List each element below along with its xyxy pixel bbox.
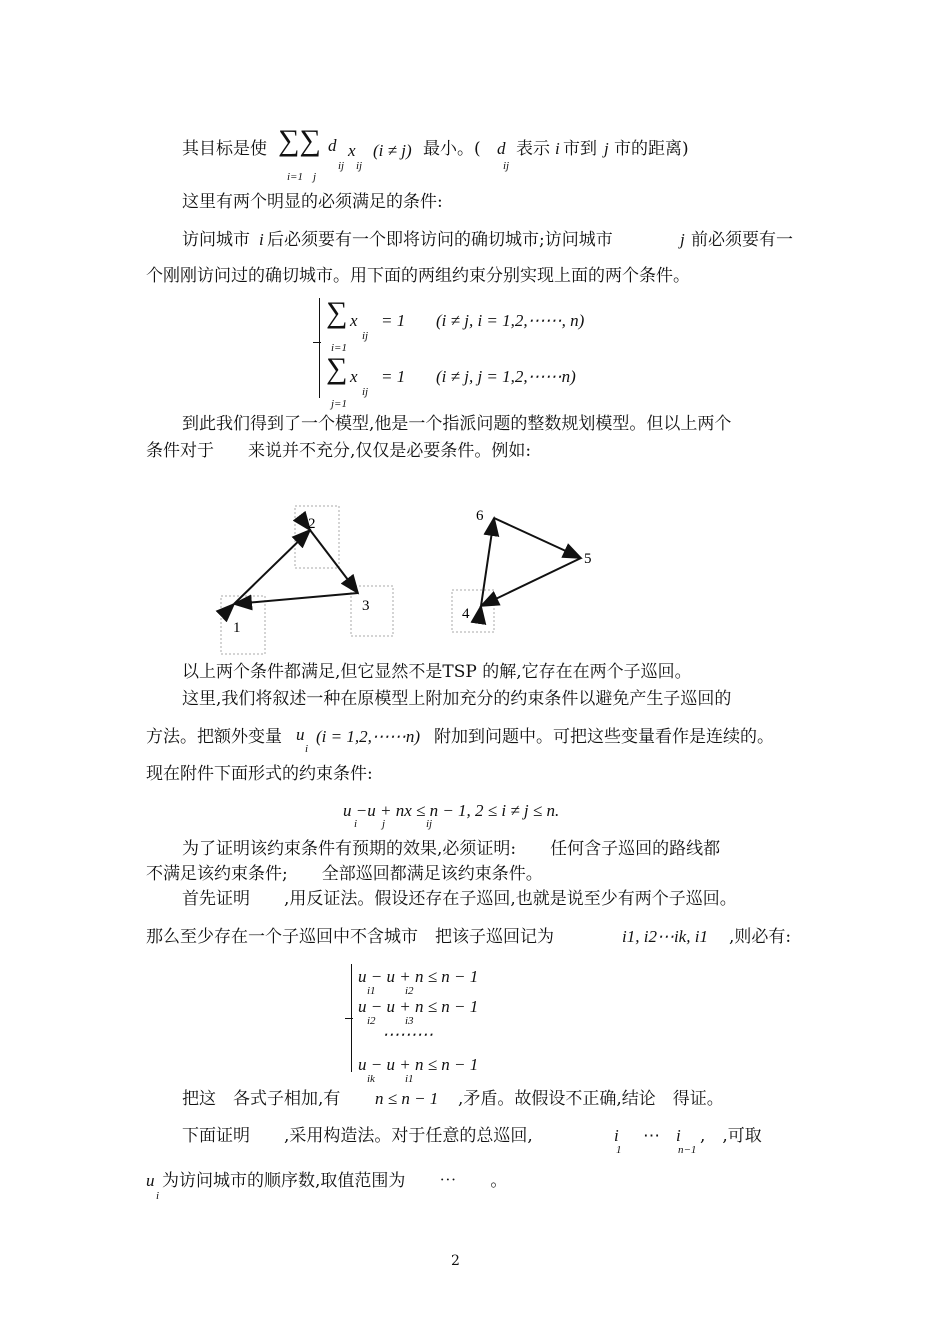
objective-x: x [348,141,356,160]
note-i: i [555,139,560,158]
edge-3-1 [234,593,358,604]
node-label-4: 4 [462,606,470,622]
note-d-sub: ij [503,160,510,172]
system-row4-sub1: ik [367,1073,375,1085]
system-row2: u − u + n ≤ n − 1 [358,997,479,1016]
last-u: u [146,1171,155,1190]
objective-mid: 最小。( [423,139,481,159]
constraint1-x: x [350,311,358,330]
method-line2-u-sub: i [305,743,309,755]
constraint2-eq: = 1 [381,367,406,386]
second-proof-b: , ,可取 [700,1126,762,1146]
system-row2-sub1: i2 [367,1015,376,1027]
last-line: 为访问城市的顺序数,取值范围为 ⋯ 。 [162,1171,508,1191]
system-row1: u − u + n ≤ n − 1 [358,967,479,986]
brace-tip [313,342,321,343]
method-line1: 这里,我们将叙述一种在原模型上附加充分的约束条件以避免产生子巡回的 [182,689,732,709]
subtour-figure [200,490,640,660]
method-line2-c: 附加到问题中。可把这些变量看作是连续的。 [434,727,774,747]
constraint1-sum-index: i=1 [331,342,347,354]
last-u-sub: i [156,1190,160,1202]
second-proof-i: i [614,1126,619,1145]
second-proof-dots: ⋯ [643,1126,660,1146]
second-proof-i2-sub: n−1 [678,1144,697,1156]
method-line2-a: 方法。把额外变量 [146,727,282,747]
node-label-2: 2 [308,516,316,532]
second-proof-i2: i [676,1126,681,1145]
node-box-1 [221,596,265,654]
note-a: 表示 [516,139,550,159]
system-row2-sub2: i3 [405,1015,414,1027]
objective-x-sub: ij [356,160,363,172]
visit-line1-a: 访问城市 [182,230,250,250]
visit-line2: 个刚刚访问过的确切城市。用下面的两组约束分别实现上面的两个条件。 [146,266,690,286]
objective-prefix: 其目标是使 [182,139,267,159]
first-proof-line2-b: ,则必有: [729,927,792,947]
constraint1-x-sub: ij [362,330,369,342]
first-proof-line2-expr: i1, i2⋯ik, i1 [622,927,708,946]
constraint1-range: (i ≠ j, i = 1,2,⋯⋯, n) [436,311,585,330]
method-line2-u: u [296,725,305,744]
objective-sum-index-i: i=1 [287,171,303,183]
node-label-1: 1 [233,620,241,636]
edge-5-4 [481,558,581,606]
sum-line-b: ,矛盾。故假设不正确,结论 得证。 [458,1089,724,1109]
visit-line1-j: j [680,230,685,249]
method-line3: 现在附件下面形式的约束条件: [146,764,373,784]
model-line1: 到此我们得到了一个模型,他是一个指派问题的整数规划模型。但以上两个 [182,414,732,434]
system-brace-tip [345,1018,353,1019]
system-row1-sub1: i1 [367,985,376,997]
visit-line1-i: i [259,230,264,249]
objective-condition: (i ≠ j) [373,141,412,160]
proof-intro-line2: 不满足该约束条件; 全部巡回都满足该约束条件。 [146,864,543,884]
node-box-4 [452,590,494,632]
mtz-constraint: u −u + nx ≤ n − 1, 2 ≤ i ≠ j ≤ n. [343,801,560,820]
edge-1-2 [234,530,310,604]
constraint2-x-sub: ij [362,386,369,398]
constraint2-range: (i ≠ j, j = 1,2,⋯⋯n) [436,367,576,386]
edge-6-5 [494,518,581,558]
first-proof-line2-a: 那么至少存在一个子巡回中不含城市 把该子巡回记为 [146,927,554,947]
sum-line-expr: n ≤ n − 1 [375,1089,439,1108]
note-b: 市到 [563,139,597,159]
system-row3: ⋯⋯⋯ [382,1025,433,1044]
page-number: 2 [451,1253,460,1269]
node-label-3: 3 [362,598,370,614]
model-line2: 条件对于 来说并不充分,仅仅是必要条件。例如: [146,441,532,461]
constraint2-x: x [350,367,358,386]
visit-line1-b: 后必须要有一个即将访问的确切城市;访问城市 [267,230,613,250]
node-label-6: 6 [476,508,484,524]
double-sum-symbol: ∑∑ [278,124,321,157]
first-proof-line1: 首先证明 ,用反证法。假设还存在子巡回,也就是说至少有两个子巡回。 [182,889,737,909]
sum-line-a: 把这 各式子相加,有 [182,1089,341,1109]
note-c: 市的距离) [614,139,689,159]
proof-intro-line1: 为了证明该约束条件有预期的效果,必须证明: 任何含子巡回的路线都 [182,839,721,859]
mtz-sub-i: i [354,818,358,830]
edge-4-6 [481,518,494,606]
objective-sum-index-j: j [313,171,317,183]
system-row4-sub2: i1 [405,1073,414,1085]
constraint1-eq: = 1 [381,311,406,330]
intro-two-conditions: 这里有两个明显的必须满足的条件: [182,192,443,212]
second-proof-a: 下面证明 ,采用构造法。对于任意的总巡回, [182,1126,533,1146]
constraint-brace [319,298,320,398]
visit-line1-c: 前必须要有一 [691,230,793,250]
objective-d-sub: ij [338,160,345,172]
constraint2-sum: ∑ [326,352,348,385]
note-j: j [604,139,609,158]
subtour-line: 以上两个条件都满足,但它显然不是TSP 的解,它存在在两个子巡回。 [182,662,692,682]
mtz-sub-j: j [382,818,386,830]
system-row1-sub2: i2 [405,985,414,997]
node-label-5: 5 [584,551,592,567]
objective-d: d [328,136,337,155]
note-d: d [497,139,506,158]
edge-2-3 [310,530,358,593]
constraint1-sum: ∑ [326,296,348,329]
second-proof-i-sub: 1 [616,1144,622,1156]
constraint2-sum-index: j=1 [331,398,347,410]
mtz-sub-ij: ij [426,818,433,830]
system-row4: u − u + n ≤ n − 1 [358,1055,479,1074]
method-line2-range: (i = 1,2,⋯⋯n) [316,727,421,746]
